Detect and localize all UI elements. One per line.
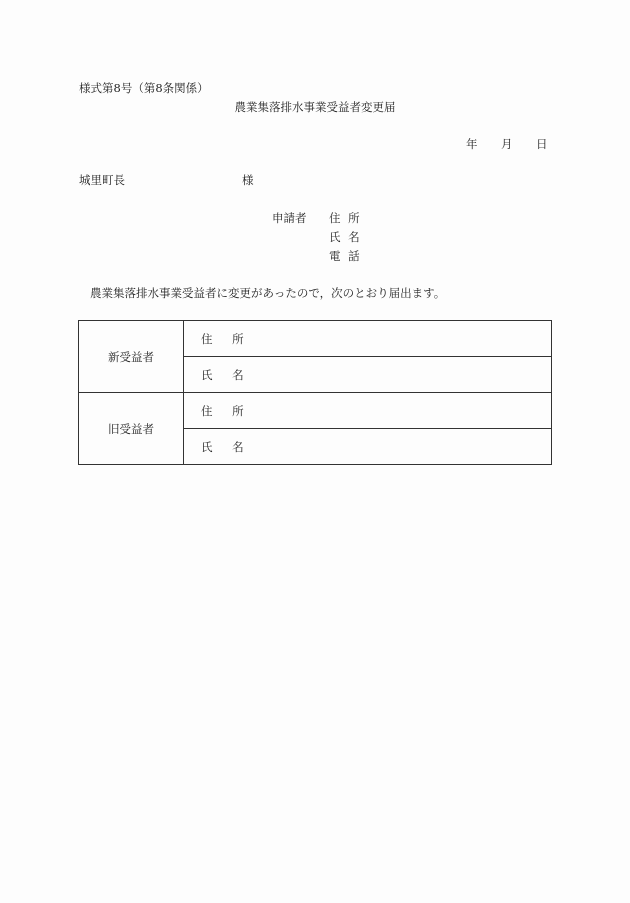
old-beneficiary-address-field[interactable]: 住 所 [184,393,552,429]
addressee-honorific: 様 [242,173,254,187]
applicant-name-label: 氏 名 [329,230,362,244]
table-row [79,321,552,357]
applicant-phone-label: 電 話 [329,249,362,263]
table-row [79,393,552,429]
notification-statement: 農業集落排水事業受益者に変更があったので，次のとおり届出ます。 [90,286,446,300]
beneficiary-table [78,320,552,465]
date-day-label: 日 [536,137,548,151]
addressee-name: 城里町長 [79,173,125,187]
new-beneficiary-name-field[interactable]: 氏 名 [184,357,552,393]
form-title: 農業集落排水事業受益者変更届 [234,100,396,114]
old-beneficiary-name-field[interactable]: 氏 名 [184,429,552,465]
new-beneficiary-address-field[interactable]: 住 所 [184,321,552,357]
date-year-label: 年 [466,137,478,151]
old-beneficiary-label: 旧受益者 [79,393,184,465]
applicant-address-label: 住 所 [329,211,362,225]
new-beneficiary-label: 新受益者 [79,321,184,393]
date-month-label: 月 [501,137,513,151]
form-number: 様式第8号（第8条関係） [79,81,209,95]
applicant-label: 申請者 [272,211,307,225]
